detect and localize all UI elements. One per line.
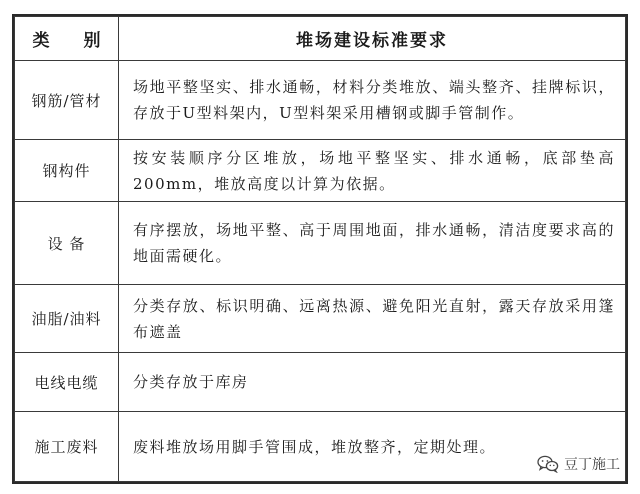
table-row: [15, 202, 626, 285]
watermark-text: 豆丁施工: [564, 457, 620, 473]
row-requirement: 有序摆放，场地平整、高于周围地面，排水通畅，清洁度要求高的地面需硬化。: [119, 202, 626, 285]
wechat-icon: [537, 455, 559, 473]
header-category: 类 别: [15, 17, 119, 61]
table-header-row: [15, 17, 626, 61]
row-category: 油脂/油料: [15, 285, 119, 353]
row-requirement: 废料堆放场用脚手管围成，堆放整齐，定期处理。: [119, 412, 626, 482]
row-category: 设 备: [15, 202, 119, 285]
table-row: [15, 412, 626, 482]
table-row: [15, 353, 626, 412]
watermark: [537, 454, 620, 474]
standards-table-frame: [12, 14, 628, 484]
row-category: 电线电缆: [15, 353, 119, 412]
row-requirement: 分类存放、标识明确、远离热源、避免阳光直射，露天存放采用篷布遮盖: [119, 285, 626, 353]
table-row: [15, 285, 626, 353]
row-requirement: 按安装顺序分区堆放，场地平整坚实、排水通畅，底部垫高200mm，堆放高度以计算为依据。: [119, 140, 626, 202]
table-row: [15, 140, 626, 202]
header-requirement: 堆场建设标准要求: [119, 17, 626, 61]
row-requirement: 分类存放于库房: [119, 353, 626, 412]
row-category: 钢筋/管材: [15, 61, 119, 140]
row-category: 钢构件: [15, 140, 119, 202]
row-requirement: 场地平整坚实、排水通畅，材料分类堆放、端头整齐、挂牌标识，存放于U型料架内，U型料架采用槽钢或脚手管制作。: [119, 61, 626, 140]
standards-table: [14, 16, 626, 482]
table-row: [15, 61, 626, 140]
row-category: 施工废料: [15, 412, 119, 482]
